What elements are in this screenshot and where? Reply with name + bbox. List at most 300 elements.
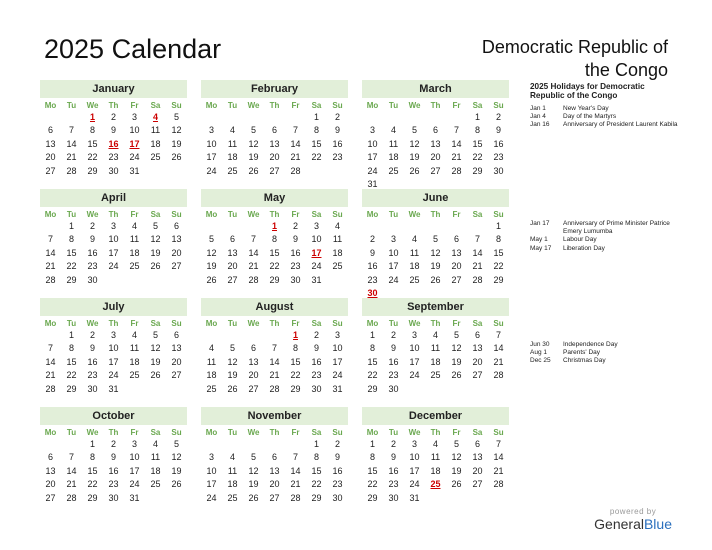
weekday-label: Th: [108, 210, 119, 219]
holiday-entry: [530, 245, 680, 253]
empty-day-cell: [243, 220, 264, 233]
day-cell: 22: [367, 479, 378, 490]
day-cell: 27: [248, 383, 259, 394]
weekday-label: Th: [430, 210, 441, 219]
weekday-label: Sa: [311, 428, 322, 437]
weekday-label: Tu: [388, 101, 399, 110]
empty-day-cell: [201, 220, 222, 233]
weekday-label: Su: [493, 210, 504, 219]
day-cell: 19: [206, 261, 217, 272]
day-cell: 30: [87, 383, 98, 394]
weekday-label: We: [86, 319, 99, 328]
day-cell: 27: [171, 370, 182, 381]
weekday-label: Mo: [366, 319, 379, 328]
weekday-label: Fr: [130, 319, 139, 328]
day-cell: 6: [250, 343, 256, 354]
week-row: [362, 124, 509, 137]
weekday-label: Th: [269, 428, 280, 437]
day-cell: 18: [150, 138, 161, 149]
month-header: October: [40, 407, 187, 425]
day-cell: 17: [206, 479, 217, 490]
empty-day-cell: [327, 165, 348, 178]
day-cell: 29: [367, 492, 378, 503]
day-cell: 24: [129, 152, 140, 163]
weekday-label: Mo: [44, 319, 57, 328]
day-cell: 28: [66, 492, 77, 503]
week-row: [40, 342, 187, 355]
day-cell: 26: [451, 370, 462, 381]
day-cell: 23: [388, 479, 399, 490]
day-cell: 23: [290, 261, 301, 272]
weekday-label: Su: [332, 101, 343, 110]
day-cell: 29: [311, 492, 322, 503]
weekday-label: Mo: [205, 319, 218, 328]
month-header: January: [40, 80, 187, 98]
day-cell: 8: [89, 452, 95, 463]
day-cell: 11: [409, 247, 420, 258]
day-cell: 26: [430, 274, 441, 285]
day-cell: 23: [311, 370, 322, 381]
weekday-header-row: [40, 101, 187, 110]
day-cell: 29: [493, 274, 504, 285]
empty-day-cell: [327, 274, 348, 287]
day-cell: 20: [45, 479, 56, 490]
empty-day-cell: [446, 111, 467, 124]
day-cell: 24: [409, 370, 420, 381]
holiday-entry: [530, 341, 680, 349]
day-cell: 16: [290, 247, 301, 258]
day-cell: 25: [129, 370, 140, 381]
week-row: [201, 342, 348, 355]
empty-day-cell: [243, 438, 264, 451]
day-cell: 26: [409, 165, 420, 176]
day-cell: 27: [472, 370, 483, 381]
weekday-label: Su: [171, 210, 182, 219]
brand-part-general: General: [594, 516, 644, 532]
week-row: [201, 260, 348, 273]
empty-day-cell: [201, 111, 222, 124]
week-row: [40, 233, 187, 246]
weekday-label: Su: [493, 101, 504, 110]
day-cell: 26: [171, 152, 182, 163]
holiday-name: Day of the Martyrs: [563, 113, 617, 121]
day-cell: 4: [411, 234, 417, 245]
day-cell: 17: [206, 152, 217, 163]
weekday-label: Sa: [472, 428, 483, 437]
day-cell: 5: [432, 234, 438, 245]
day-cell: 9: [334, 125, 340, 136]
day-cell: 10: [108, 343, 119, 354]
day-cell: 31: [409, 492, 420, 503]
day-cell: 10: [129, 125, 140, 136]
holiday-list: [530, 105, 680, 130]
week-row: [40, 329, 187, 342]
day-cell: 18: [332, 247, 343, 258]
day-cell: 14: [45, 247, 56, 258]
empty-day-cell: [425, 383, 446, 396]
day-cell: 6: [173, 221, 179, 231]
holiday-entry: [530, 236, 680, 244]
weekday-label: Tu: [227, 101, 238, 110]
day-cell: 16: [388, 356, 399, 367]
holiday-name: Liberation Day: [563, 244, 605, 252]
day-cell: 4: [131, 330, 137, 340]
weekday-label: Sa: [472, 101, 483, 110]
month-header: February: [201, 80, 348, 98]
day-cell: 13: [472, 452, 483, 463]
day-cell: 1: [68, 330, 74, 340]
weekday-label: Tu: [388, 428, 399, 437]
day-cell: 9: [110, 452, 116, 463]
weekday-label: Su: [493, 428, 504, 437]
week-row: [362, 151, 509, 164]
day-cell: 8: [68, 343, 74, 354]
day-cell: 13: [227, 247, 238, 258]
week-row: [40, 451, 187, 464]
day-cell: 29: [66, 383, 77, 394]
week-row: [201, 451, 348, 464]
empty-day-cell: [488, 492, 509, 505]
holiday-day-cell: 1: [292, 330, 298, 340]
holiday-day-cell: 30: [367, 287, 378, 298]
day-cell: 28: [66, 165, 77, 176]
week-row: [40, 465, 187, 478]
week-row: [40, 478, 187, 491]
holidays-section-3: [530, 341, 680, 366]
day-cell: 12: [451, 452, 462, 463]
day-cell: 19: [409, 152, 420, 163]
holiday-date: May 17: [530, 244, 552, 252]
day-cell: 22: [87, 479, 98, 490]
weekday-header-row: [201, 319, 348, 328]
week-row: [40, 369, 187, 382]
day-cell: 7: [453, 125, 459, 136]
day-cell: 25: [430, 370, 441, 381]
weekday-label: Fr: [452, 428, 461, 437]
week-row: [40, 383, 187, 396]
day-cell: 5: [250, 125, 256, 136]
month-january: [40, 80, 187, 178]
day-cell: 10: [332, 343, 343, 354]
empty-day-cell: [103, 274, 124, 287]
empty-day-cell: [264, 329, 285, 342]
day-cell: 23: [493, 152, 504, 163]
day-cell: 23: [87, 261, 98, 272]
day-cell: 8: [369, 343, 375, 354]
day-cell: 31: [129, 165, 140, 176]
day-cell: 31: [311, 274, 322, 285]
day-cell: 14: [66, 138, 77, 149]
day-cell: 1: [89, 439, 95, 449]
holiday-date: Jun 30: [530, 341, 550, 348]
day-cell: 30: [311, 383, 322, 394]
day-cell: 18: [430, 465, 441, 476]
weekday-label: Fr: [130, 101, 139, 110]
day-cell: 6: [453, 234, 459, 245]
day-cell: 1: [68, 221, 74, 231]
brand-part-blue: Blue: [643, 516, 672, 532]
week-row: [362, 356, 509, 369]
week-row: [362, 220, 509, 233]
holiday-day-cell: 17: [129, 138, 140, 149]
day-cell: 25: [332, 261, 343, 272]
day-cell: 15: [311, 138, 322, 149]
weekday-label: Sa: [472, 319, 483, 328]
day-cell: 13: [45, 138, 56, 149]
day-cell: 24: [332, 370, 343, 381]
week-row: [201, 438, 348, 451]
day-cell: 21: [472, 261, 483, 272]
day-cell: 5: [152, 221, 158, 231]
week-row: [201, 220, 348, 233]
weekday-label: We: [408, 101, 421, 110]
day-cell: 12: [171, 125, 182, 136]
day-cell: 11: [388, 138, 399, 149]
day-cell: 4: [432, 439, 438, 449]
day-cell: 5: [453, 439, 459, 449]
country-name: Democratic Republic of the Congo: [481, 37, 668, 80]
week-row: [201, 247, 348, 260]
day-cell: 30: [493, 165, 504, 176]
holiday-day-cell: 25: [430, 479, 441, 490]
day-cell: 24: [108, 370, 119, 381]
weekday-header-row: [362, 319, 509, 328]
weekday-label: We: [247, 319, 260, 328]
holiday-list: [530, 220, 680, 253]
day-cell: 23: [388, 370, 399, 381]
weekday-label: Fr: [291, 428, 300, 437]
page-title: 2025 Calendar: [44, 34, 222, 64]
month-april: [40, 189, 187, 287]
month-december: [362, 407, 509, 505]
weekday-label: We: [247, 428, 260, 437]
weekday-label: Su: [171, 319, 182, 328]
week-row: [40, 274, 187, 287]
day-cell: 23: [87, 370, 98, 381]
day-cell: 4: [229, 125, 235, 136]
day-cell: 9: [313, 343, 319, 354]
day-cell: 29: [87, 165, 98, 176]
weekday-label: Fr: [452, 101, 461, 110]
weekday-label: Su: [332, 428, 343, 437]
day-cell: 8: [369, 452, 375, 463]
weekday-label: Tu: [227, 210, 238, 219]
day-cell: 18: [409, 261, 420, 272]
day-cell: 5: [152, 330, 158, 340]
day-cell: 27: [430, 165, 441, 176]
day-cell: 14: [66, 465, 77, 476]
day-cell: 13: [430, 138, 441, 149]
day-cell: 15: [66, 356, 77, 367]
holiday-name: Christmas Day: [563, 357, 606, 365]
week-row: [40, 111, 187, 124]
weekday-header-row: [40, 210, 187, 219]
weekday-label: Th: [430, 428, 441, 437]
day-cell: 18: [227, 152, 238, 163]
day-cell: 18: [150, 465, 161, 476]
holiday-day-cell: 16: [108, 138, 119, 149]
weekday-label: We: [86, 428, 99, 437]
holiday-date: Jan 16: [530, 121, 550, 129]
weekday-label: We: [86, 210, 99, 219]
day-cell: 3: [369, 125, 375, 136]
weekday-label: Sa: [311, 319, 322, 328]
day-cell: 31: [129, 492, 140, 503]
holiday-entry: [530, 121, 680, 129]
day-cell: 19: [248, 152, 259, 163]
day-cell: 30: [108, 165, 119, 176]
day-cell: 6: [432, 125, 438, 136]
day-cell: 28: [45, 274, 56, 285]
week-row: [362, 478, 509, 491]
weekday-label: Su: [171, 101, 182, 110]
day-cell: 26: [206, 274, 217, 285]
month-header: March: [362, 80, 509, 98]
holiday-date: Jan 1: [530, 105, 546, 112]
day-cell: 18: [206, 370, 217, 381]
day-cell: 27: [45, 492, 56, 503]
weekday-label: We: [408, 428, 421, 437]
day-cell: 15: [290, 356, 301, 367]
day-cell: 12: [248, 138, 259, 149]
empty-day-cell: [201, 329, 222, 342]
weekday-label: Th: [430, 101, 441, 110]
day-cell: 13: [269, 465, 280, 476]
day-cell: 3: [208, 125, 214, 136]
day-cell: 2: [89, 221, 95, 231]
day-cell: 31: [108, 383, 119, 394]
weekday-label: Fr: [130, 428, 139, 437]
day-cell: 11: [430, 452, 441, 463]
empty-day-cell: [306, 165, 327, 178]
weekday-label: Th: [269, 101, 280, 110]
day-cell: 13: [171, 343, 182, 354]
weekday-label: Sa: [150, 319, 161, 328]
day-cell: 4: [229, 452, 235, 463]
week-row: [362, 233, 509, 246]
week-row: [362, 165, 509, 178]
empty-day-cell: [264, 111, 285, 124]
weekday-header-row: [362, 210, 509, 219]
day-cell: 20: [269, 479, 280, 490]
day-cell: 23: [367, 274, 378, 285]
empty-day-cell: [488, 383, 509, 396]
day-cell: 25: [388, 165, 399, 176]
day-cell: 28: [493, 370, 504, 381]
empty-day-cell: [145, 165, 166, 178]
weekday-label: Su: [171, 428, 182, 437]
day-cell: 17: [409, 356, 420, 367]
day-cell: 5: [173, 112, 179, 122]
weekday-label: Mo: [366, 210, 379, 219]
day-cell: 20: [171, 247, 182, 258]
day-cell: 31: [332, 383, 343, 394]
week-row: [201, 111, 348, 124]
day-cell: 22: [87, 152, 98, 163]
weekday-label: Mo: [205, 101, 218, 110]
holiday-entry: [530, 357, 680, 365]
day-cell: 27: [171, 261, 182, 272]
day-cell: 14: [290, 465, 301, 476]
day-cell: 16: [388, 465, 399, 476]
day-cell: 6: [47, 452, 53, 463]
day-cell: 18: [430, 356, 441, 367]
weekday-label: Su: [493, 319, 504, 328]
day-cell: 22: [311, 479, 322, 490]
weekday-label: Mo: [366, 101, 379, 110]
month-march: [362, 80, 509, 191]
holiday-date: Dec 25: [530, 357, 551, 365]
day-cell: 15: [472, 138, 483, 149]
empty-day-cell: [40, 220, 61, 233]
day-cell: 3: [131, 439, 137, 449]
day-cell: 2: [334, 112, 340, 122]
day-cell: 15: [87, 465, 98, 476]
day-cell: 21: [451, 152, 462, 163]
day-cell: 16: [87, 356, 98, 367]
week-row: [201, 478, 348, 491]
holiday-day-cell: 1: [89, 112, 95, 122]
month-september: [362, 298, 509, 396]
day-cell: 27: [472, 479, 483, 490]
day-cell: 22: [66, 370, 77, 381]
day-cell: 3: [110, 221, 116, 231]
day-cell: 3: [411, 439, 417, 449]
day-cell: 18: [129, 247, 140, 258]
month-february: [201, 80, 348, 178]
month-header: April: [40, 189, 187, 207]
day-cell: 8: [292, 343, 298, 354]
day-cell: 7: [495, 439, 501, 449]
day-cell: 15: [66, 247, 77, 258]
day-cell: 12: [171, 452, 182, 463]
holiday-entry: [530, 113, 680, 121]
weekday-label: Mo: [44, 428, 57, 437]
day-cell: 22: [290, 370, 301, 381]
week-row: [362, 492, 509, 505]
day-cell: 5: [453, 330, 459, 340]
day-cell: 3: [313, 221, 319, 231]
weekday-label: Th: [269, 210, 280, 219]
day-cell: 16: [311, 356, 322, 367]
day-cell: 13: [171, 234, 182, 245]
day-cell: 24: [367, 165, 378, 176]
weekday-header-row: [362, 101, 509, 110]
day-cell: 22: [493, 261, 504, 272]
empty-day-cell: [467, 383, 488, 396]
day-cell: 9: [495, 125, 501, 136]
empty-day-cell: [404, 111, 425, 124]
day-cell: 29: [87, 492, 98, 503]
day-cell: 16: [493, 138, 504, 149]
empty-day-cell: [40, 111, 61, 124]
footer-logo[interactable]: [594, 507, 672, 532]
day-cell: 5: [411, 125, 417, 136]
day-cell: 17: [108, 247, 119, 258]
empty-day-cell: [61, 438, 82, 451]
day-cell: 12: [451, 343, 462, 354]
day-cell: 18: [129, 356, 140, 367]
day-cell: 19: [451, 356, 462, 367]
day-cell: 25: [227, 165, 238, 176]
day-cell: 19: [150, 356, 161, 367]
day-cell: 30: [388, 383, 399, 394]
weekday-label: We: [408, 210, 421, 219]
day-cell: 14: [269, 356, 280, 367]
day-cell: 26: [248, 492, 259, 503]
week-row: [40, 492, 187, 505]
week-row: [201, 151, 348, 164]
